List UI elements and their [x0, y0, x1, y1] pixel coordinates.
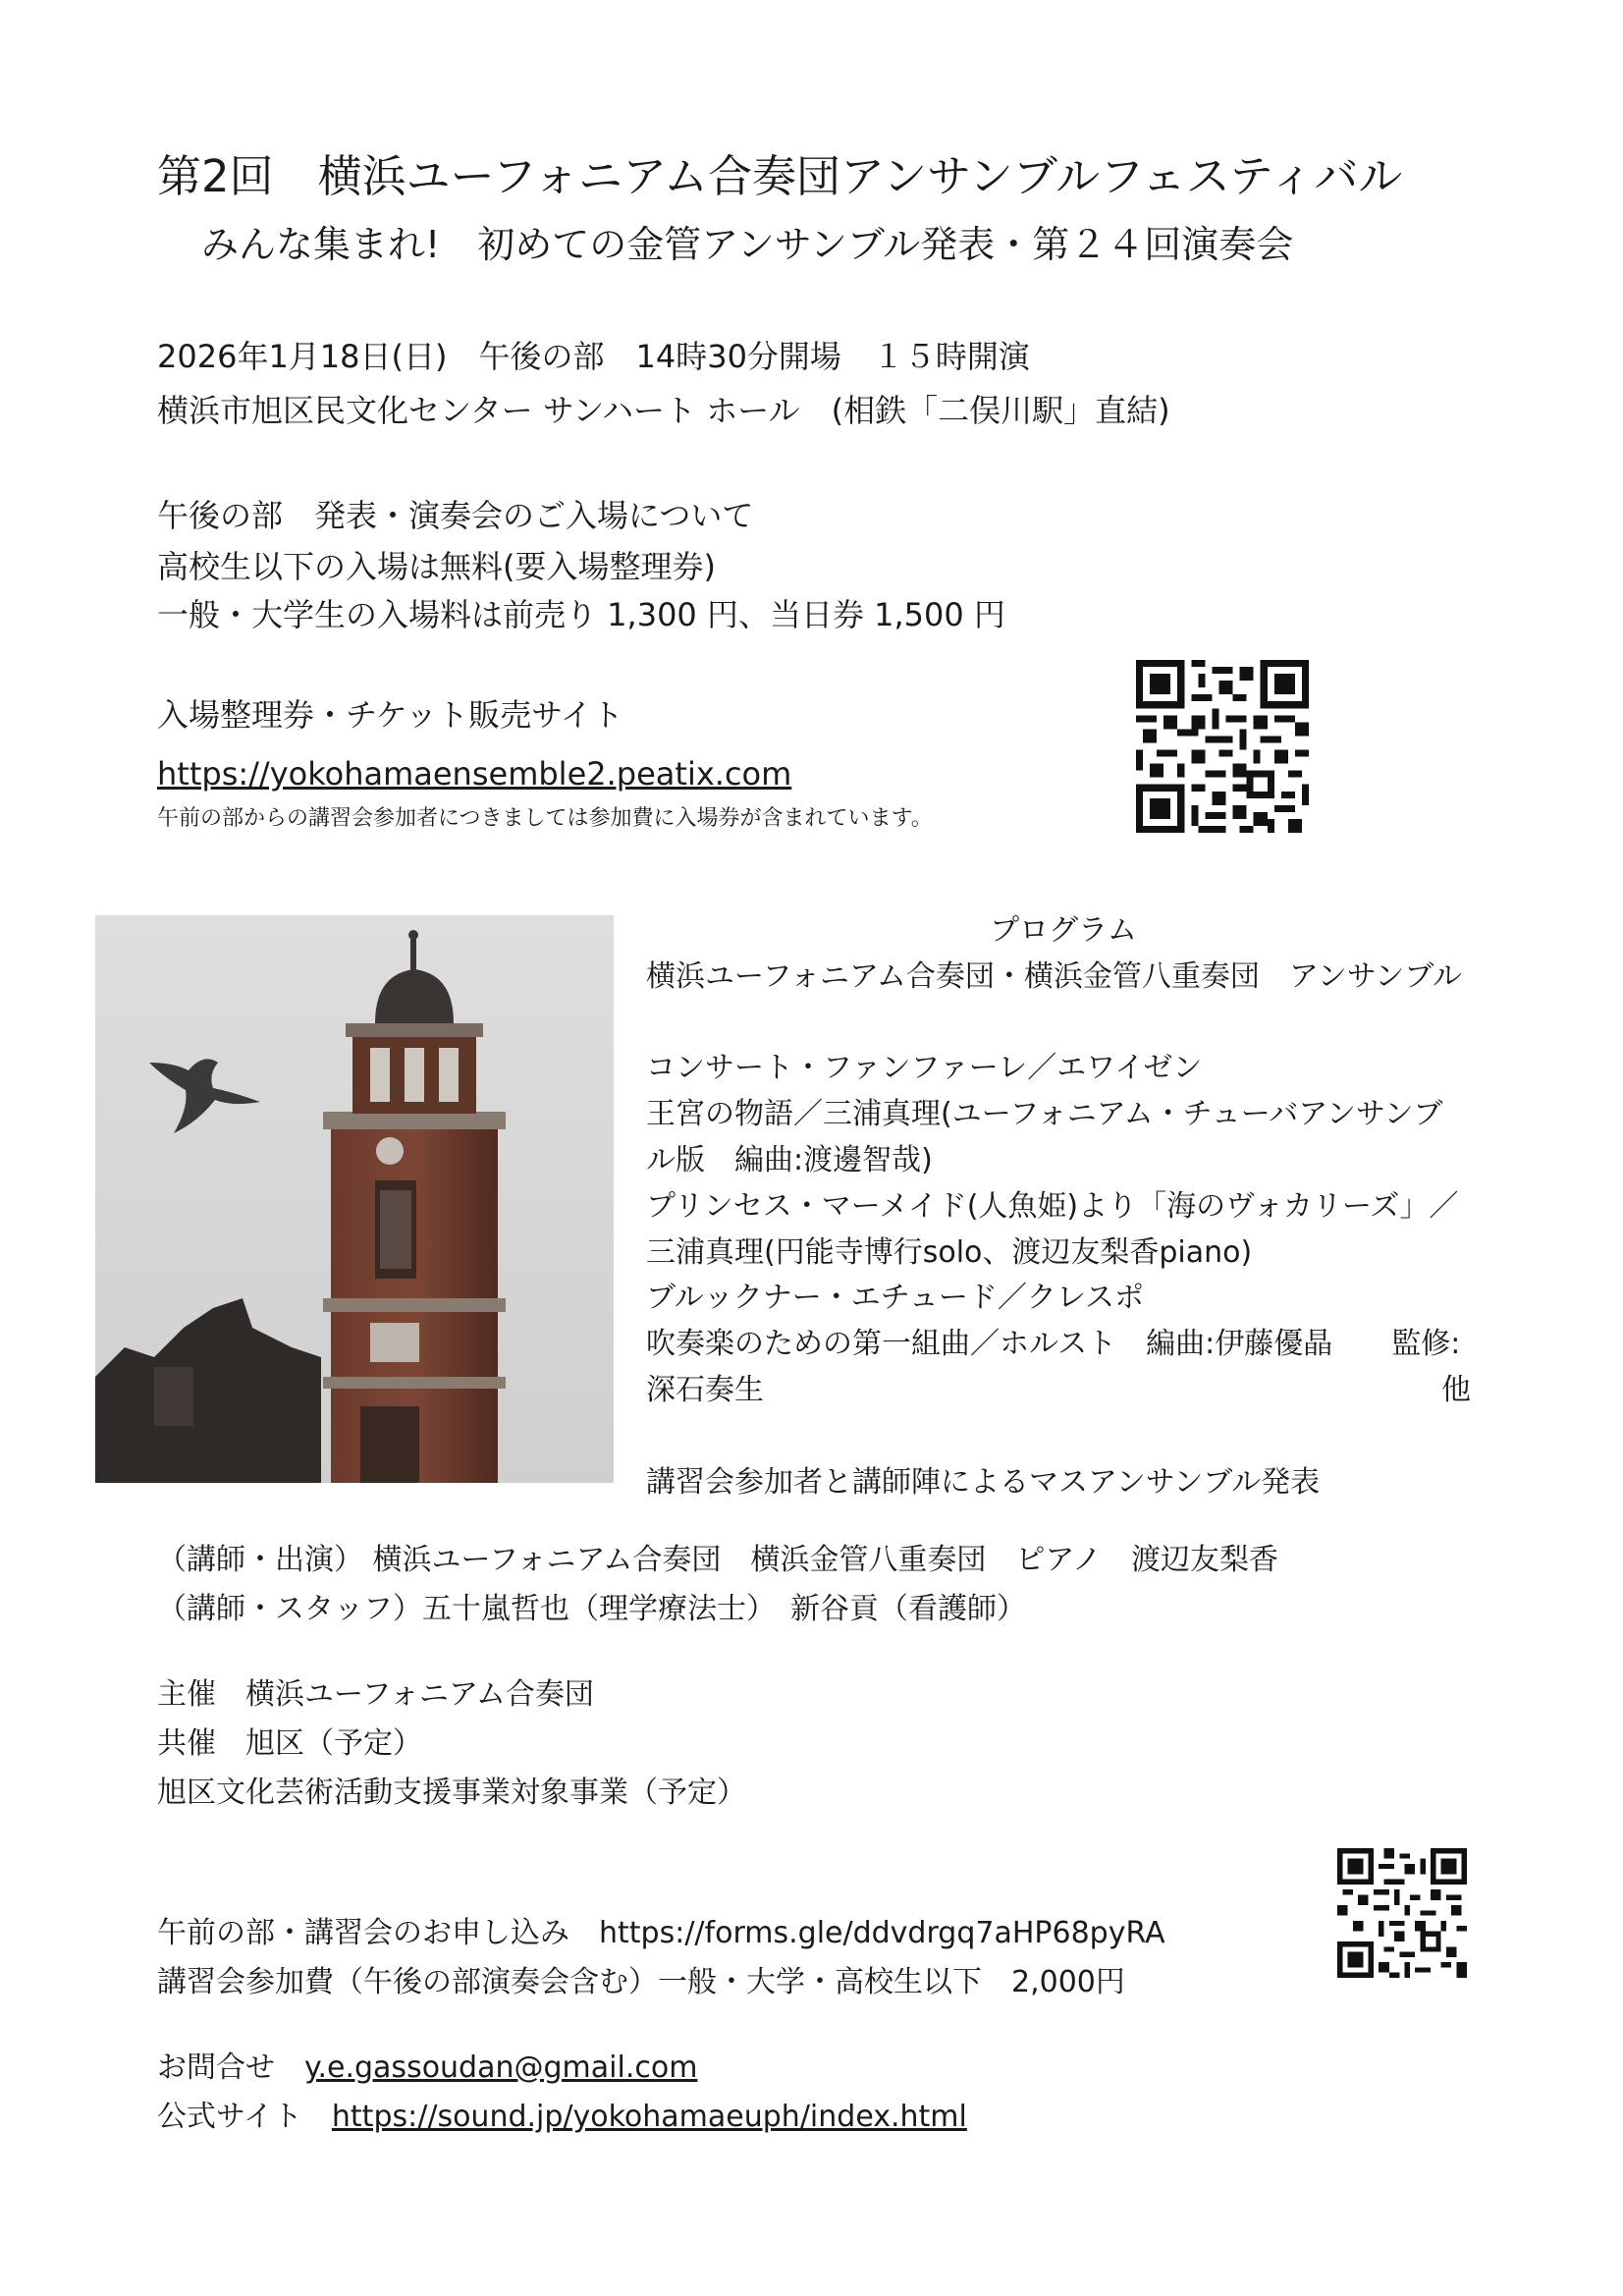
admission-general: 一般・大学生の入場料は前売り 1,300 円、当日券 1,500 円 [157, 596, 1005, 633]
contact-site-link[interactable]: https://sound.jp/yokohamaeuph/index.html [331, 2100, 967, 2134]
workshop-signup-label: 午前の部・講習会のお申し込み [157, 1916, 569, 1950]
program-line: ブルックナー・エチュード／クレスポ [646, 1281, 1144, 1316]
workshop-signup-link[interactable]: https://forms.gle/ddvdrgq7aHP68pyRA [599, 1916, 1165, 1950]
program-heading: プログラム [990, 913, 1137, 948]
program-line: 王宮の物語／三浦真理(ユーフォニアム・チューバアンサンブ [646, 1097, 1443, 1132]
organizer-cohost: 共催 旭区（予定） [157, 1726, 422, 1761]
workshop-fee: 講習会参加費（午後の部演奏会含む）一般・大学・高校生以下 2,000円 [157, 1965, 1125, 1999]
ticket-qr-code[interactable] [1134, 660, 1311, 833]
tickets-link[interactable]: https://yokohamaensemble2.peatix.com [157, 755, 792, 793]
event-venue: 横浜市旭区民文化センター サンハート ホール (相鉄「二俣川駅」直結) [157, 392, 1170, 429]
contact-site-label: 公式サイト [157, 2100, 302, 2134]
workshop-qr-code[interactable] [1337, 1848, 1467, 1978]
program-line-right: 他 [1441, 1372, 1471, 1407]
organizer-host: 主催 横浜ユーフォニアム合奏団 [157, 1677, 594, 1712]
contact-inquiry [157, 2050, 697, 2087]
tickets-note: 午前の部からの講習会参加者につきましては参加費に入場券が含まれています。 [157, 806, 933, 831]
event-datetime: 2026年1月18日(日) 午後の部 14時30分開場 １５時開演 [157, 338, 1030, 375]
workshop-signup [157, 1915, 1165, 1952]
admission-students: 高校生以下の入場は無料(要入場整理券) [157, 548, 716, 585]
program-line: 三浦真理(円能寺博行solo、渡辺友梨香piano) [646, 1234, 1253, 1270]
program-line: コンサート・ファンファーレ／エワイゼン [646, 1051, 1203, 1086]
staff-performers: （講師・出演） 横浜ユーフォニアム合奏団 横浜金管八重奏団 ピアノ 渡辺友梨香 [157, 1543, 1279, 1577]
program-section [646, 908, 1481, 1505]
clock-tower-photo [95, 915, 614, 1483]
program-line-left: 深石奏生 [646, 1372, 764, 1407]
page-title: 第2回 横浜ユーフォニアム合奏団アンサンブルフェスティバル [157, 150, 1403, 202]
contact-inquiry-label: お問合せ [157, 2050, 275, 2085]
contact-email-link[interactable]: y.e.gassoudan@gmail.com [304, 2050, 698, 2085]
organizer-support: 旭区文化芸術活動支援事業対象事業（予定） [157, 1776, 746, 1810]
contact-site [157, 2099, 967, 2136]
tickets-heading: 入場整理券・チケット販売サイト [157, 696, 623, 734]
admission-heading: 午後の部 発表・演奏会のご入場について [157, 497, 754, 534]
program-line: 吹奏楽のための第一組曲／ホルスト 編曲:伊藤優晶 監修: [646, 1327, 1461, 1362]
program-line: プリンセス・マーメイド(人魚姫)より「海のヴォカリーズ」／ [646, 1188, 1459, 1224]
page-subtitle: みんな集まれ! 初めての金管アンサンブル発表・第２４回演奏会 [201, 223, 1294, 266]
program-mass-ensemble: 講習会参加者と講師陣によるマスアンサンブル発表 [646, 1464, 1321, 1500]
staff-support: （講師・スタッフ）五十嵐哲也（理学療法士） 新谷貢（看護師） [157, 1592, 1026, 1626]
program-line: ル版 編曲:渡邊智哉) [646, 1142, 933, 1177]
program-performers: 横浜ユーフォニアム合奏団・横浜金管八重奏団 アンサンブル [646, 958, 1462, 994]
